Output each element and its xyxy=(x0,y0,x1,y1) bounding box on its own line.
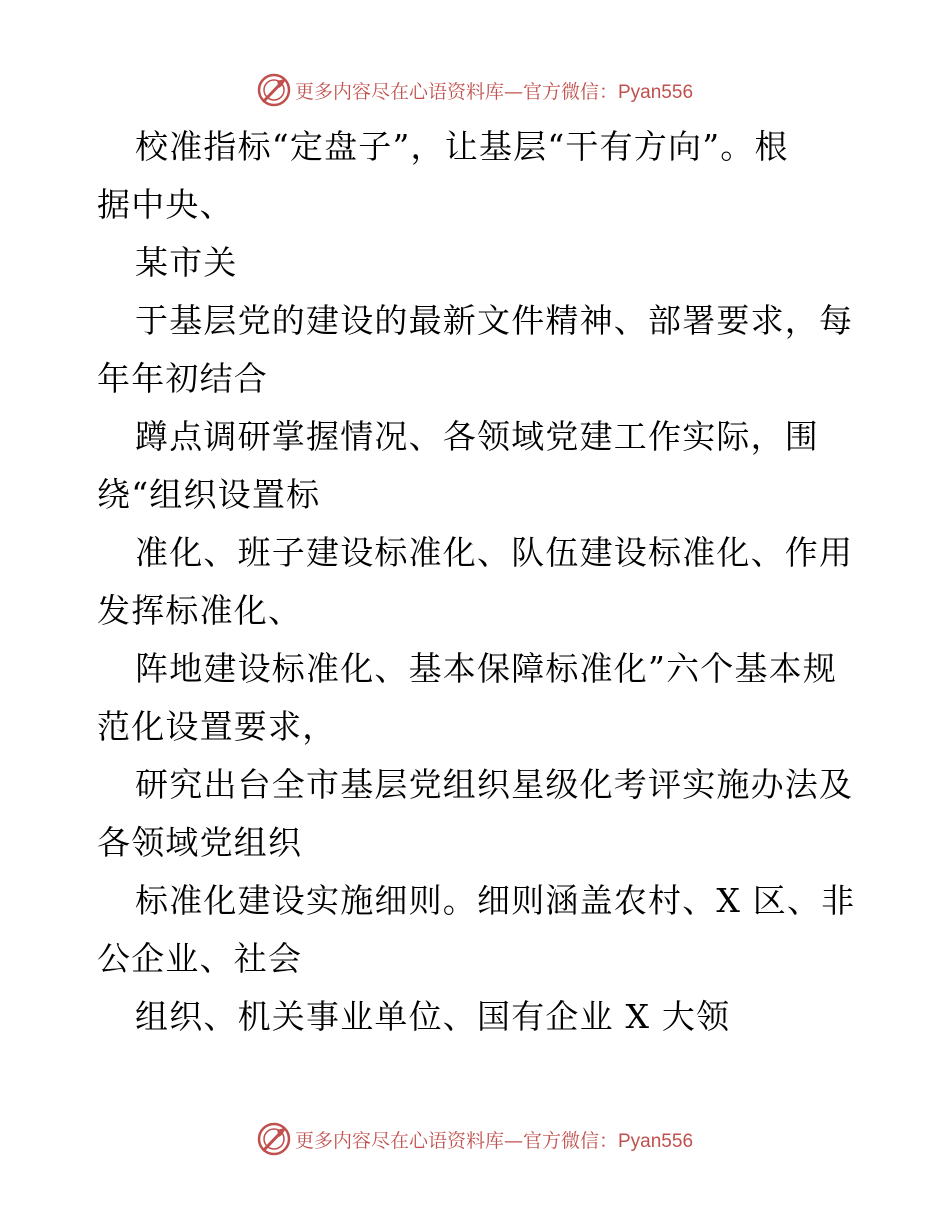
watermark-slogan: 更多内容尽在心语资料库—官方微信： xyxy=(294,1129,618,1152)
text-line: 阵地建设标准化、基本保障标准化”六个基本规 xyxy=(135,649,838,688)
text-line: 于基层党的建设的最新文件精神、部署要求，每 xyxy=(135,301,854,340)
text-line: 标准化建设实施细则。细则涵盖农村、X 区、非 xyxy=(135,881,856,920)
watermark-wechat-id: Pyan556 xyxy=(618,1130,694,1152)
watermark-wechat-id: Pyan556 xyxy=(618,81,694,103)
watermark-banner-top xyxy=(0,72,950,108)
feather-logo-icon xyxy=(257,1122,291,1156)
text-line: 组织、机关事业单位、国有企业 X 大领 xyxy=(135,997,731,1036)
text-line: 发挥标准化、 xyxy=(97,591,303,630)
text-line: 据中央、 xyxy=(97,185,234,224)
text-line: 研究出台全市基层党组织星级化考评实施办法及 xyxy=(135,765,854,804)
text-line: 各领域党组织 xyxy=(97,823,303,862)
watermark-text xyxy=(295,1126,693,1153)
feather-logo-icon xyxy=(257,73,291,107)
watermark-banner-bottom xyxy=(0,1121,950,1157)
text-line: 公企业、社会 xyxy=(97,939,303,978)
watermark-slogan: 更多内容尽在心语资料库—官方微信： xyxy=(294,80,618,103)
text-line: 绕“组织设置标 xyxy=(97,475,321,514)
text-line: 年年初结合 xyxy=(97,359,268,398)
text-line: 某市关 xyxy=(135,243,238,282)
text-line: 范化设置要求， xyxy=(97,707,337,746)
text-line: 准化、班子建设标准化、队伍建设标准化、作用 xyxy=(135,533,854,572)
text-line: 蹲点调研掌握情况、各领域党建工作实际，围 xyxy=(135,417,819,456)
text-line: 校准指标“定盘子”，让基层“干有方向”。根 xyxy=(135,127,789,166)
watermark-text xyxy=(295,77,693,104)
